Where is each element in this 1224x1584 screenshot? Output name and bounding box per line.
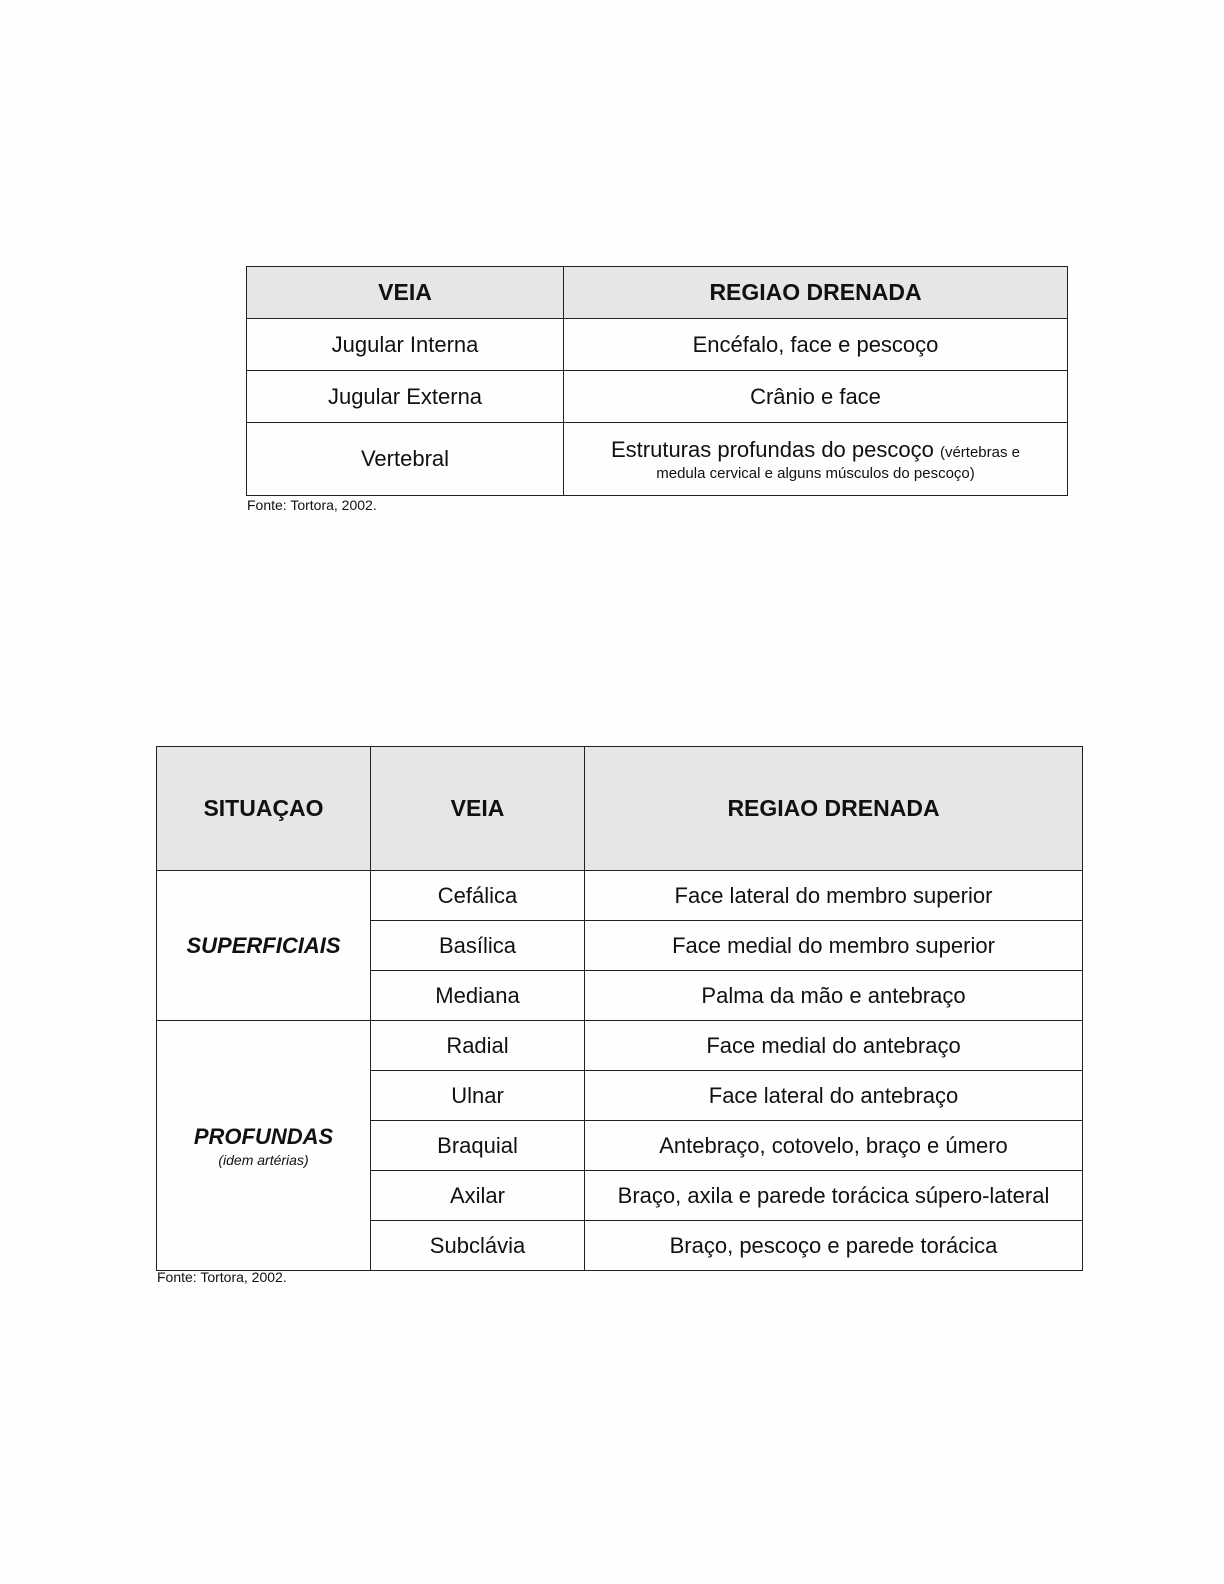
veins-head-neck-table (246, 266, 1068, 496)
table-header-row (247, 267, 1068, 319)
header-veia: VEIA (371, 747, 585, 871)
cell-regiao: Braço, pescoço e parede torácica (585, 1221, 1083, 1271)
cell-veia: Basílica (371, 921, 585, 971)
header-veia: VEIA (247, 267, 564, 319)
cell-veia: Ulnar (371, 1071, 585, 1121)
table-row (157, 1021, 1083, 1071)
veins-upper-limb-table (156, 746, 1083, 1271)
group-label: PROFUNDAS (193, 1123, 334, 1149)
cell-veia: Cefálica (371, 871, 585, 921)
cell-regiao (564, 423, 1068, 496)
cell-regiao: Encéfalo, face e pescoço (564, 319, 1068, 371)
cell-veia: Jugular Interna (247, 319, 564, 371)
table-row (247, 371, 1068, 423)
group-profundas (157, 1021, 371, 1271)
header-situacao: SITUAÇAO (157, 747, 371, 871)
cell-regiao: Face lateral do antebraço (585, 1071, 1083, 1121)
cell-regiao: Braço, axila e parede torácica súpero-lateral (585, 1171, 1083, 1221)
header-regiao-drenada: REGIAO DRENADA (564, 267, 1068, 319)
cell-regiao: Antebraço, cotovelo, braço e úmero (585, 1121, 1083, 1171)
cell-veia: Vertebral (247, 423, 564, 496)
cell-veia: Axilar (371, 1171, 585, 1221)
cell-veia: Braquial (371, 1121, 585, 1171)
cell-regiao: Crânio e face (564, 371, 1068, 423)
table1-source: Fonte: Tortora, 2002. (247, 497, 377, 513)
regiao-note-line2: medula cervical e alguns músculos do pescoço) (656, 464, 975, 482)
group-superficiais (157, 871, 371, 1021)
header-regiao-drenada: REGIAO DRENADA (585, 747, 1083, 871)
cell-veia: Mediana (371, 971, 585, 1021)
table2-source: Fonte: Tortora, 2002. (157, 1269, 287, 1285)
group-sublabel: (idem artérias) (218, 1151, 309, 1168)
table-row (247, 319, 1068, 371)
cell-veia: Subclávia (371, 1221, 585, 1271)
table-row (157, 871, 1083, 921)
regiao-note: (vértebras e (939, 443, 1021, 461)
cell-regiao: Face lateral do membro superior (585, 871, 1083, 921)
cell-regiao: Palma da mão e antebraço (585, 971, 1083, 1021)
cell-regiao: Face medial do membro superior (585, 921, 1083, 971)
cell-regiao: Face medial do antebraço (585, 1021, 1083, 1071)
table-row (247, 423, 1068, 496)
regiao-main-text: Estruturas profundas do pescoço (610, 436, 934, 462)
cell-veia: Jugular Externa (247, 371, 564, 423)
cell-veia: Radial (371, 1021, 585, 1071)
group-label: SUPERFICIAIS (186, 932, 341, 958)
table-header-row (157, 747, 1083, 871)
